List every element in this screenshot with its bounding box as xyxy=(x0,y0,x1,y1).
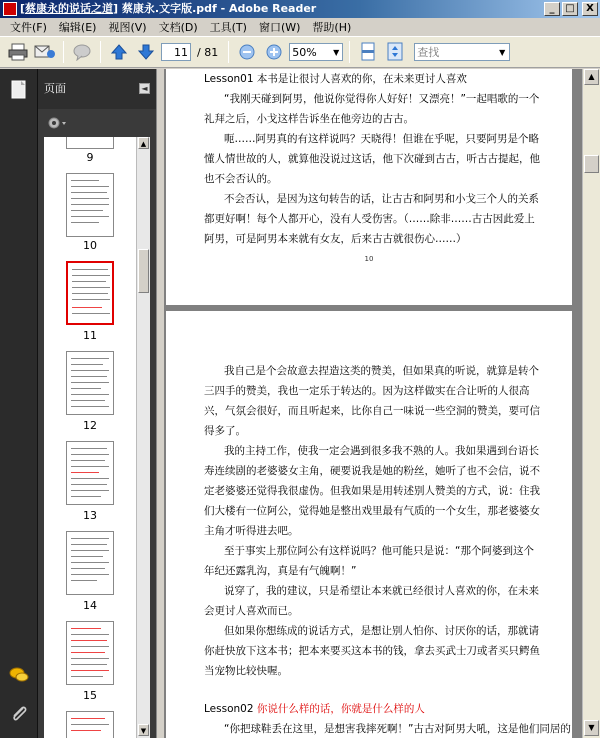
document-page xyxy=(166,69,572,305)
comments-icon[interactable] xyxy=(8,665,30,687)
scroll-down-arrow-icon[interactable]: ▼ xyxy=(138,724,149,736)
zoom-in-icon xyxy=(265,43,283,61)
toolbar-separator xyxy=(100,41,101,63)
scroll-down-arrow-icon[interactable]: ▼ xyxy=(584,720,599,736)
scroll-up-arrow-icon[interactable]: ▲ xyxy=(138,137,149,149)
dropdown-arrow-icon[interactable]: ▼ xyxy=(499,47,506,57)
close-button[interactable]: X xyxy=(582,2,598,16)
page-total: / 81 xyxy=(197,45,219,59)
arrow-up-icon xyxy=(110,43,128,61)
zoom-input[interactable] xyxy=(290,46,330,59)
paragraph: 至于事实上那位阿公有这样说吗？他可能只是说：“那个阿婆到这个年纪还露乳沟，真是有气魄啊！” xyxy=(204,545,534,577)
paragraph: 说穿了，我的建议，只是希望让本来就已经很讨人喜欢的你，在未来会更讨人喜欢而已。 xyxy=(204,585,539,617)
title-rest: ] 蔡康永.文字版.pdf - Adobe Reader xyxy=(113,2,317,15)
zoom-out-button[interactable] xyxy=(235,40,259,64)
paragraph: 呃……阿男真的有这样说吗？天晓得！但谁在乎呢，只要阿男是个略懂人情世故的人，就算他没说过这话，他下次碰到古古，听古古提起，他也不会否认的。 xyxy=(204,133,540,185)
navigation-strip xyxy=(0,69,38,738)
zoom-select[interactable] xyxy=(289,43,343,61)
toolbar-separator xyxy=(349,41,350,63)
email-icon xyxy=(34,43,56,61)
title-book-name: 蔡康永的说话之道 xyxy=(25,2,114,15)
toolbar-separator xyxy=(228,41,229,63)
lesson-heading: Lesson01 本书是让很讨人喜欢的你，在未来更讨人喜欢 xyxy=(204,73,467,85)
menu-edit[interactable]: 编辑(E) xyxy=(58,21,97,34)
thumbnail-label: 9 xyxy=(86,151,94,164)
print-button[interactable] xyxy=(6,40,30,64)
pages-icon[interactable] xyxy=(8,79,30,101)
menu-help[interactable]: 帮助(H) xyxy=(312,21,352,34)
paragraph: 我的主持工作，使我一定会遇到很多我不熟的人。我如果遇到台语长寿连续剧的老婆婆女主角，硬要说我是她的粉丝，她听了也不会信，说不定老婆婆还觉得我很虚伪。但我如果是用转述别人赞美的方式，说：住我们大楼有一位阿公，觉得她是整出戏里最有气质的一个女生，那老婆婆女主角才听得进去吧。 xyxy=(204,445,540,537)
menu-bar xyxy=(0,18,600,36)
toolbar-separator xyxy=(63,41,64,63)
toolbar xyxy=(0,36,600,68)
pages-panel xyxy=(38,69,156,738)
page-thumbnail[interactable] xyxy=(66,173,114,237)
page-thumbnail[interactable] xyxy=(66,137,114,149)
title-bar xyxy=(0,0,600,18)
window-controls xyxy=(544,2,598,16)
page-thumbnail[interactable] xyxy=(66,621,114,685)
email-button[interactable] xyxy=(33,40,57,64)
thumbnail-label: 11 xyxy=(83,329,97,342)
menu-view[interactable]: 视图(V) xyxy=(108,21,147,34)
search-input[interactable] xyxy=(415,46,495,59)
dropdown-arrow-icon[interactable]: ▼ xyxy=(333,47,340,57)
adobe-reader-icon xyxy=(3,2,17,16)
comment-button[interactable] xyxy=(70,40,94,64)
arrow-down-icon xyxy=(137,43,155,61)
panel-options-bar xyxy=(38,109,156,137)
document-page xyxy=(166,311,572,738)
lesson-title: 你说什么样的话，你就是什么样的人 xyxy=(256,703,425,715)
minimize-button[interactable]: _ xyxy=(544,2,560,16)
page-thumbnail-selected[interactable] xyxy=(66,261,114,325)
thumbnail-scrollbar[interactable] xyxy=(136,137,150,738)
thumbnail-label: 12 xyxy=(83,419,97,432)
collapse-panel-button[interactable]: ◄ xyxy=(139,83,150,94)
page-thumbnail[interactable] xyxy=(66,711,114,738)
scrollbar-thumb[interactable] xyxy=(138,249,149,293)
zoom-out-icon xyxy=(238,43,256,61)
fit-page-button[interactable] xyxy=(356,40,380,64)
paragraph: 不会否认，是因为这句转告的话，让古古和阿男和小戈三个人的关系都更好啊！每个人都开心，没有人受伤害。（……除非……古古因此爱上阿男，可是阿男本来就有女友，后来古古就很伤心……） xyxy=(204,193,539,245)
next-page-button[interactable] xyxy=(134,40,158,64)
page-number: 10 xyxy=(364,255,374,263)
previous-page-button[interactable] xyxy=(107,40,131,64)
maximize-button[interactable]: □ xyxy=(562,2,578,16)
scroll-up-arrow-icon[interactable]: ▲ xyxy=(584,69,599,85)
paragraph: 但如果你想练成的说话方式，是想让别人怕你、讨厌你的话，那就请你赶快放下这本书；把本来要买这本书的钱，拿去买武士刀或者买只鳄鱼当宠物比较快喔。 xyxy=(204,625,540,677)
lesson-label: Lesson02 xyxy=(204,703,254,715)
document-view[interactable] xyxy=(164,69,582,738)
fit-page-icon xyxy=(359,42,377,62)
zoom-in-button[interactable] xyxy=(262,40,286,64)
gear-icon[interactable] xyxy=(46,115,68,134)
scrollbar-thumb[interactable] xyxy=(584,155,599,173)
page-text-block xyxy=(204,69,540,249)
page-thumbnail[interactable] xyxy=(66,441,114,505)
printer-icon xyxy=(8,43,28,61)
pages-panel-title: 页面 xyxy=(44,82,66,95)
menu-window[interactable]: 窗口(W) xyxy=(258,21,301,34)
thumbnail-label: 14 xyxy=(83,599,97,612)
thumbnail-label: 10 xyxy=(83,239,97,252)
menu-tools[interactable]: 工具(T) xyxy=(209,21,247,34)
lesson-heading xyxy=(204,699,540,719)
menu-file[interactable]: 文件(F) xyxy=(10,21,47,34)
panel-splitter[interactable] xyxy=(156,69,164,738)
fit-width-icon xyxy=(386,42,404,62)
title-prefix: [ xyxy=(20,2,26,15)
thumbnail-label: 15 xyxy=(83,689,97,702)
fit-width-button[interactable] xyxy=(383,40,407,64)
document-scrollbar[interactable] xyxy=(582,69,600,738)
paragraph: 我自己是个会故意去捏造这类的赞美，但如果真的听说，就算是转个三四手的赞美，我也一定乐于转达的。因为这样做实在合让听的人很高兴，气氛会很好，而且听起来，比你自己一味说一些空洞的赞美，要可信得多了。 xyxy=(204,365,540,437)
paragraph: “我刚天碰到阿男，他说你觉得你人好好！又漂亮！”一起唱歌的一个礼拜之后，小戈这样告诉坐在他旁边的古古。 xyxy=(204,93,540,125)
attachments-icon[interactable] xyxy=(8,703,30,725)
pages-panel-header xyxy=(38,69,156,109)
speech-bubble-icon xyxy=(72,43,92,61)
thumbnail-list[interactable] xyxy=(44,137,136,738)
thumbnail-label: 13 xyxy=(83,509,97,522)
page-number-input[interactable] xyxy=(161,43,191,61)
page-thumbnail[interactable] xyxy=(66,531,114,595)
menu-document[interactable]: 文档(D) xyxy=(158,21,198,34)
paragraph: “你把球鞋丢在这里，是想害我摔死啊！”古古对阿男大吼，这是他们同居的 xyxy=(224,723,571,735)
page-text-block xyxy=(204,361,571,738)
search-box[interactable] xyxy=(414,43,510,61)
page-thumbnail[interactable] xyxy=(66,351,114,415)
